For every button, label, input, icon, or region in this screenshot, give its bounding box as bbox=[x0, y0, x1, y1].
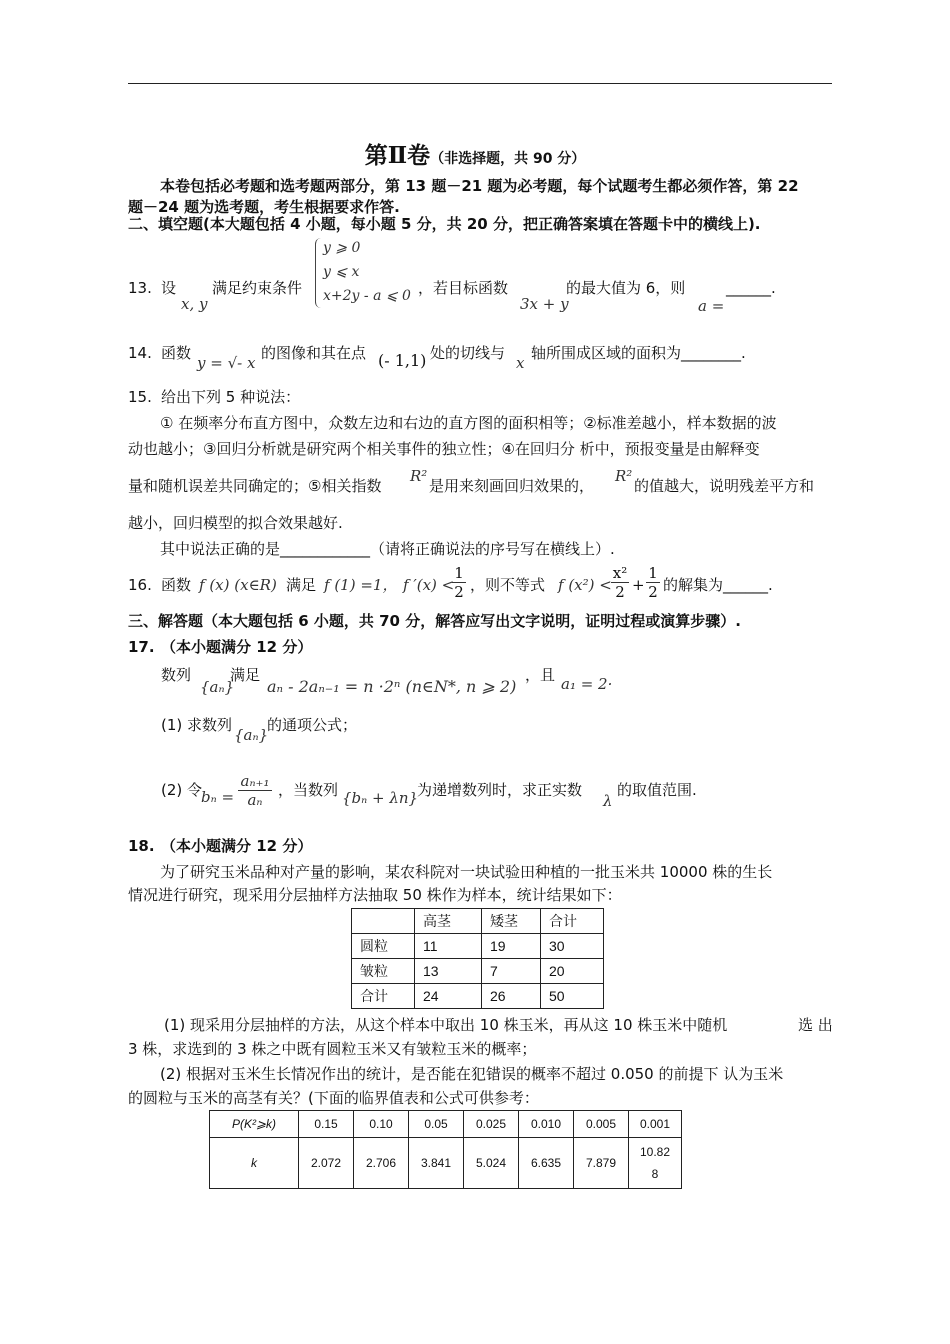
table-cell: 7 bbox=[482, 959, 541, 984]
title-sub: （非选择题，共 90 分） bbox=[430, 151, 586, 167]
q17-initial: a₁ = 2· bbox=[561, 675, 613, 693]
q17-part2-sequence: {bₙ + λn} bbox=[342, 789, 419, 807]
q16-text-1: 函数 bbox=[161, 576, 192, 594]
table-row bbox=[210, 1138, 682, 1189]
page-title bbox=[0, 137, 950, 170]
q16-x2-denominator: 2 bbox=[615, 583, 625, 601]
q17-sequence: {aₙ} bbox=[200, 678, 235, 696]
table-cell: 20 bbox=[541, 959, 604, 984]
q15-r2-a: R² bbox=[410, 467, 428, 485]
table-cell: 皱粒 bbox=[352, 959, 415, 984]
q16-half-denominator: 2 bbox=[454, 583, 464, 601]
q15-r2-b: R² bbox=[615, 467, 633, 485]
top-rule bbox=[128, 83, 832, 84]
q15-line-3a: 量和随机误差共同确定的；⑤相关指数 bbox=[128, 477, 382, 495]
q18-line-2: 情况进行研究，现采用分层抽样方法抽取 50 株作为样本，统计结果如下： bbox=[128, 886, 622, 904]
q18-part1-line-1-end: 选 出 bbox=[798, 1016, 833, 1034]
q16-f1: f (1) =1， bbox=[324, 576, 398, 594]
q18-part1-line-2: 3 株，求选到的 3 株之中既有圆粒玉米又有皱粒玉米的概率； bbox=[128, 1040, 537, 1058]
q17-bn-denominator: aₙ bbox=[247, 791, 263, 809]
q17-bn: bₙ = bbox=[201, 788, 235, 806]
table-cell-line: 10.82 bbox=[639, 1145, 671, 1159]
table-header-cell: 0.15 bbox=[299, 1111, 354, 1138]
q16-fraction-half-2 bbox=[646, 564, 660, 601]
table-cell: 13 bbox=[415, 959, 482, 984]
table-header-row bbox=[210, 1111, 682, 1138]
q18-contingency-table bbox=[351, 908, 604, 1009]
table-header-cell: 0.10 bbox=[354, 1111, 409, 1138]
q16-plus: + bbox=[632, 576, 645, 594]
intro-line-1: 本卷包括必考题和选考题两部分，第 13 题－21 题为必考题，每个试题考生都必须作答，第 22 bbox=[160, 177, 799, 195]
q17-bn-fraction bbox=[238, 772, 272, 809]
q17-part1-text-2: 的通项公式； bbox=[267, 716, 358, 734]
table-cell: k bbox=[210, 1138, 299, 1189]
q17-text-3: ，且 bbox=[525, 666, 556, 684]
table-cell: 50 bbox=[541, 984, 604, 1009]
q17-part2-text-1: (2) 令 bbox=[161, 781, 203, 799]
section-answer-heading: 三、解答题（本大题包括 6 小题，共 70 分，解答应写出文字说明，证明过程或演算步骤）. bbox=[128, 612, 741, 630]
q16-x2-numerator: x² bbox=[612, 564, 628, 582]
q15-line-4: 越小，回归模型的拟合效果越好. bbox=[128, 514, 343, 532]
table-header-cell: 高茎 bbox=[415, 909, 482, 934]
table-header-row bbox=[352, 909, 604, 934]
q17-bn-numerator: aₙ₊₁ bbox=[238, 772, 272, 791]
table-cell: 6.635 bbox=[519, 1138, 574, 1189]
q13-text-2: 满足约束条件 bbox=[212, 279, 303, 297]
q13-constraint-2: y ⩽ x bbox=[323, 264, 360, 280]
table-cell: 合计 bbox=[352, 984, 415, 1009]
table-cell: 26 bbox=[482, 984, 541, 1009]
table-cell: 7.879 bbox=[574, 1138, 629, 1189]
q16-fraction-x2 bbox=[611, 564, 629, 601]
q15-line-1: ① 在频率分布直方图中，众数左边和右边的直方图的面积相等；②标准差越小，样本数据的波 bbox=[160, 414, 777, 432]
q17-score: （本小题满分 12 分） bbox=[161, 638, 313, 656]
q16-text-2: 满足 bbox=[286, 576, 317, 594]
q14-point: (- 1,1) bbox=[378, 351, 427, 370]
q13-text-4: 的最大值为 6，则 bbox=[566, 279, 686, 297]
table-cell: 圆粒 bbox=[352, 934, 415, 959]
q13-constraint-3: x+2y - a ⩽ 0 bbox=[323, 288, 411, 304]
q17-part1-text-1: (1) 求数列 bbox=[161, 716, 233, 734]
table-header-cell: 矮茎 bbox=[482, 909, 541, 934]
table-cell: 2.706 bbox=[354, 1138, 409, 1189]
q18-critical-value-table bbox=[209, 1110, 682, 1189]
q14-text-3: 处的切线与 bbox=[430, 344, 506, 362]
q16-fx2: f (x²) < bbox=[558, 576, 612, 594]
table-row bbox=[352, 934, 604, 959]
q16-fraction-half bbox=[452, 564, 466, 601]
q16-text-4: 的解集为______. bbox=[663, 576, 773, 594]
q14-text-2: 的图像和其在点 bbox=[261, 344, 367, 362]
q14-text-4: 轴所围成区域的面积为________. bbox=[531, 344, 746, 362]
q13-number: 13. bbox=[128, 279, 152, 297]
section-fill-blank-heading: 二、填空题(本大题包括 4 小题，每小题 5 分，共 20 分，把正确答案填在答题卡中的横线上). bbox=[128, 215, 761, 233]
q13-text-1: 设 bbox=[161, 279, 177, 297]
q17-number: 17. bbox=[128, 638, 155, 656]
q16-number: 16. bbox=[128, 576, 152, 594]
q16-function: f (x) (x∈R) bbox=[199, 576, 277, 594]
q15-number: 15. bbox=[128, 388, 152, 406]
table-cell: 30 bbox=[541, 934, 604, 959]
q15-line-2: 动也越小；③回归分析就是研究两个相关事件的独立性；④在回归分 析中，预报变量是由解释变 bbox=[128, 440, 760, 458]
table-header-cell: 合计 bbox=[541, 909, 604, 934]
q18-part2-line-1: (2) 根据对玉米生长情况作出的统计，是否能在犯错误的概率不超过 0.050 的前提下 认为玉米 bbox=[160, 1065, 784, 1083]
q16-fprime: f ′(x) < bbox=[403, 576, 455, 594]
table-header-cell: 0.001 bbox=[629, 1111, 682, 1138]
q16-half-numerator: 1 bbox=[452, 564, 466, 583]
table-header-cell: 0.010 bbox=[519, 1111, 574, 1138]
q18-part1-line-1: (1) 现采用分层抽样的方法，从这个样本中取出 10 株玉米，再从这 10 株玉米中随机 bbox=[164, 1016, 728, 1034]
q17-part2-text-2: ，当数列 bbox=[278, 781, 339, 799]
q14-number: 14. bbox=[128, 344, 152, 362]
q16-text-3: ，则不等式 bbox=[470, 576, 546, 594]
table-cell: 24 bbox=[415, 984, 482, 1009]
table-header-cell: P(K²⩾k) bbox=[210, 1111, 299, 1138]
q13-answer-var: a = bbox=[698, 297, 725, 315]
q17-part2-text-3: 为递增数列时，求正实数 bbox=[417, 781, 583, 799]
q17-text-2: 满足 bbox=[230, 666, 261, 684]
intro-line-2: 题－24 题为选考题，考生根据要求作答. bbox=[128, 198, 400, 216]
q17-recurrence: aₙ - 2aₙ₋₁ = n ·2ⁿ (n∈N*, n ⩾ 2) bbox=[267, 677, 517, 696]
q18-part2-line-2: 的圆粒与玉米的高茎有关？(下面的临界值表和公式可供参考： bbox=[128, 1089, 539, 1107]
q13-objective: 3x + y bbox=[520, 295, 569, 313]
table-header-cell: 0.05 bbox=[409, 1111, 464, 1138]
q13-text-3: ，若目标函数 bbox=[418, 279, 509, 297]
table-cell: 3.841 bbox=[409, 1138, 464, 1189]
title-main: 第Ⅱ卷 bbox=[364, 142, 431, 169]
table-cell: 2.072 bbox=[299, 1138, 354, 1189]
q13-vars: x, y bbox=[181, 295, 208, 313]
q16-half2-numerator: 1 bbox=[646, 564, 660, 583]
q17-part1-sequence: {aₙ} bbox=[234, 726, 269, 744]
q18-score: （本小题满分 12 分） bbox=[161, 837, 313, 855]
q17-lambda: λ bbox=[603, 792, 613, 810]
table-row bbox=[352, 984, 604, 1009]
q18-line-1: 为了研究玉米品种对产量的影响，某农科院对一块试验田种植的一批玉米共 10000 株的生长 bbox=[160, 863, 773, 881]
table-row bbox=[352, 959, 604, 984]
q13-constraint-brace bbox=[315, 238, 322, 308]
q15-line-3c: 的值越大，说明残差平方和 bbox=[634, 477, 815, 495]
q18-number: 18. bbox=[128, 837, 155, 855]
table-header-cell: 0.005 bbox=[574, 1111, 629, 1138]
table-cell-line: 8 bbox=[651, 1167, 659, 1181]
q17-text-1: 数列 bbox=[161, 666, 192, 684]
table-cell: 5.024 bbox=[464, 1138, 519, 1189]
q16-half2-denominator: 2 bbox=[648, 583, 658, 601]
q17-part2-text-4: 的取值范围. bbox=[617, 781, 697, 799]
q15-line-5: 其中说法正确的是____________（请将正确说法的序号写在横线上）. bbox=[160, 540, 615, 558]
q14-text-1: 函数 bbox=[161, 344, 192, 362]
table-header-cell bbox=[352, 909, 415, 934]
q13-constraint-1: y ⩾ 0 bbox=[323, 240, 361, 256]
q13-blank: ______. bbox=[726, 279, 776, 297]
q15-line-3b: 是用来刻画回归效果的， bbox=[429, 477, 595, 495]
table-cell bbox=[629, 1138, 682, 1189]
q15-text-1: 给出下列 5 种说法： bbox=[161, 388, 301, 406]
table-cell: 19 bbox=[482, 934, 541, 959]
table-cell: 11 bbox=[415, 934, 482, 959]
q14-axis: x bbox=[516, 354, 525, 372]
table-header-cell: 0.025 bbox=[464, 1111, 519, 1138]
q14-function: y = √- x bbox=[197, 354, 256, 372]
